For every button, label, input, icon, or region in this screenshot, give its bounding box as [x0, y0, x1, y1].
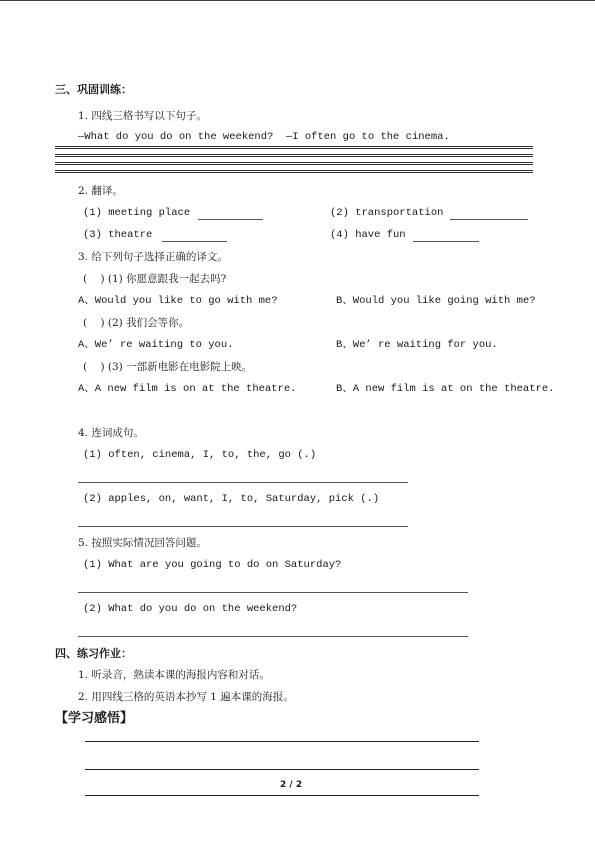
- grid-line: [55, 154, 533, 155]
- q2-instruction: 2. 翻译。: [78, 185, 123, 197]
- q2-item-2: (2) transportation: [330, 207, 444, 219]
- q2-answer-blank-1[interactable]: [198, 219, 263, 220]
- q3-prompt-1: ( ) (1) 你愿意跟我一起去吗?: [83, 273, 227, 285]
- q4-instruction: 4. 连词成句。: [78, 427, 144, 439]
- q5-instruction: 5. 按照实际情况回答问题。: [78, 537, 207, 549]
- q3-option-b-1[interactable]: B、Would you like going with me?: [336, 295, 536, 307]
- q3-prompt-2: ( ) (2) 我们会等你。: [83, 317, 190, 329]
- q4-item-1: (1) often, cinema, I, to, the, go (.): [83, 449, 317, 461]
- q2-answer-blank-3[interactable]: [162, 241, 227, 242]
- q3-option-a-2[interactable]: A、We’ re waiting to you.: [78, 339, 234, 351]
- q4-answer-line-1[interactable]: [78, 482, 408, 483]
- q2-answer-blank-4[interactable]: [413, 241, 479, 242]
- q5-answer-line-1[interactable]: [78, 592, 468, 593]
- page-top-border: [0, 0, 595, 1]
- q3-option-a-3[interactable]: A、A new film is on at the theatre.: [78, 383, 297, 395]
- page-number: 2 / 2: [280, 780, 303, 790]
- q3-option-b-2[interactable]: B、We’ re waiting for you.: [336, 339, 498, 351]
- reflection-line-1[interactable]: [85, 741, 479, 742]
- reflection-heading: 【学习感悟】: [55, 711, 134, 726]
- q3-prompt-3: ( ) (3) 一部新电影在电影院上映。: [83, 361, 253, 373]
- reflection-line-3[interactable]: [85, 795, 479, 796]
- section-3-heading: 三、巩固训练：: [55, 83, 132, 96]
- q3-option-a-1[interactable]: A、Would you like to go with me?: [78, 295, 278, 307]
- grid-line: [55, 170, 533, 171]
- grid-line: [55, 148, 533, 149]
- q5-answer-line-2[interactable]: [78, 636, 468, 637]
- grid-line: [55, 162, 533, 163]
- homework-item-2: 2. 用四线三格的英语本抄写 1 遍本课的海报。: [78, 691, 294, 703]
- section-4-heading: 四、练习作业：: [55, 647, 132, 660]
- homework-item-1: 1. 听录音，熟读本课的海报内容和对话。: [78, 669, 270, 681]
- grid-line: [55, 156, 533, 157]
- grid-line: [55, 146, 533, 147]
- q1-instruction: 1. 四线三格书写以下句子。: [78, 110, 207, 122]
- q3-option-b-3[interactable]: B、A new film is at on the theatre.: [336, 383, 555, 395]
- reflection-line-2[interactable]: [85, 769, 479, 770]
- q2-item-1: (1) meeting place: [83, 207, 191, 219]
- q2-answer-blank-2[interactable]: [450, 219, 528, 220]
- q5-item-1: (1) What are you going to do on Saturday?: [83, 559, 342, 571]
- q4-answer-line-2[interactable]: [78, 526, 408, 527]
- q2-item-3: (3) theatre: [83, 229, 153, 241]
- q4-item-2: (2) apples, on, want, I, to, Saturday, pick (.): [83, 493, 380, 505]
- grid-line: [55, 164, 533, 165]
- grid-line: [55, 172, 533, 173]
- q5-item-2: (2) What do you do on the weekend?: [83, 603, 298, 615]
- q2-item-4: (4) have fun: [330, 229, 406, 241]
- q1-sentence: —What do you do on the weekend? —I often go to the cinema.: [78, 131, 450, 143]
- q3-instruction: 3. 给下列句子选择正确的译文。: [78, 251, 228, 263]
